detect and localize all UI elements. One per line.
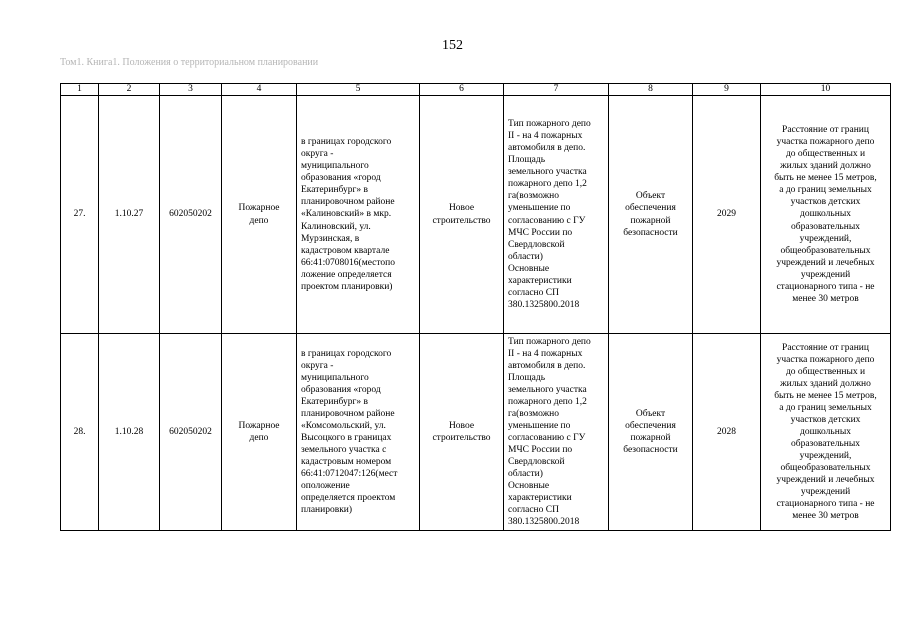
object-characteristics: Тип пожарного депо II - на 4 пожарных автомобиля в депо. Площадь земельного участка пожарного депо 1,2 га(возможно уменьшение по согласованию с ГУ МЧС России по Свердловской области) Основные характеристики согласно СП 380.1325800.2018	[508, 336, 591, 528]
object-name: Пожарное депо	[238, 420, 280, 443]
year-cell	[693, 96, 761, 334]
column-header: 9	[693, 84, 761, 96]
year-cell	[693, 334, 761, 531]
running-header: Том1. Книга1. Положения о территориальном планировании	[60, 57, 319, 68]
code-cell	[99, 334, 160, 531]
class-code: 602050202	[169, 209, 212, 220]
document-table	[60, 83, 891, 531]
object-year: 2029	[717, 209, 736, 220]
row-number-cell	[61, 96, 99, 334]
zone-cell	[761, 334, 891, 531]
name-cell	[222, 96, 297, 334]
zone-cell	[761, 96, 891, 334]
purpose-cell	[609, 334, 693, 531]
status-cell	[420, 96, 504, 334]
row-number-cell	[61, 334, 99, 531]
column-header: 7	[504, 84, 609, 96]
code-cell	[99, 96, 160, 334]
class-code-cell	[160, 334, 222, 531]
class-code: 602050202	[169, 426, 212, 437]
object-zone: Расстояние от границ участка пожарного депо до общественных и жилых зданий должно быть не менее 15 метров, а до границ земельных участков детских дошкольных образовательных учреждений, общеобразовательных учреждений и лечебных учреждений стационарного типа - не менее 30 метров	[774, 125, 877, 304]
column-header: 6	[420, 84, 504, 96]
object-status: Новое строительство	[432, 203, 491, 226]
purpose-cell	[609, 96, 693, 334]
object-characteristics: Тип пожарного депо II - на 4 пожарных автомобиля в депо. Площадь земельного участка пожарного депо 1,2 га(возможно уменьшение по согласованию с ГУ МЧС России по Свердловской области) Основные характеристики согласно СП 380.1325800.2018	[508, 119, 591, 310]
characteristics-cell	[504, 334, 609, 531]
object-purpose: Объект обеспечения пожарной безопасности	[623, 191, 678, 238]
column-header: 4	[222, 84, 297, 96]
object-purpose: Объект обеспечения пожарной безопасности	[623, 408, 678, 456]
column-header: 2	[99, 84, 160, 96]
object-year: 2028	[717, 426, 736, 437]
object-location: в границах городского округа - муниципального образования «город Екатеринбург» в планировочном районе «Комсомольский, ул. Высоцкого в границах земельного участка с кадастровым номером 66:41:0712047:126(мест оположение определяется проектом планировки)	[301, 348, 398, 516]
table-row	[61, 96, 891, 334]
location-cell	[297, 334, 420, 531]
object-location: в границах городского округа - муниципального образования «город Екатеринбург» в планировочном районе «Калиновский» в мкр. Калиновский, ул. Мурзинская, в кадастровом квартале 66:41:0708016(местопо ложение определяется проектом планировки)	[301, 137, 395, 292]
characteristics-cell	[504, 96, 609, 334]
column-header: 3	[160, 84, 222, 96]
class-code-cell	[160, 96, 222, 334]
name-cell	[222, 334, 297, 531]
column-header: 10	[761, 84, 891, 96]
column-header: 1	[61, 84, 99, 96]
column-header: 5	[297, 84, 420, 96]
object-name: Пожарное депо	[238, 203, 280, 226]
row-number: 27.	[73, 209, 86, 220]
table-header-row	[61, 84, 891, 96]
object-zone: Расстояние от границ участка пожарного депо до общественных и жилых зданий должно быть не менее 15 метров, а до границ земельных участков детских дошкольных образовательных учреждений, общеобразовательных учреждений и лечебных учреждений стационарного типа - не менее 30 метров	[774, 342, 877, 522]
object-status: Новое строительство	[432, 420, 491, 443]
status-cell	[420, 334, 504, 531]
object-code: 1.10.28	[114, 426, 144, 437]
row-number: 28.	[73, 426, 86, 437]
location-cell	[297, 96, 420, 334]
column-header: 8	[609, 84, 693, 96]
object-code: 1.10.27	[114, 209, 144, 220]
page-number: 152	[442, 38, 463, 53]
table-row	[61, 334, 891, 531]
